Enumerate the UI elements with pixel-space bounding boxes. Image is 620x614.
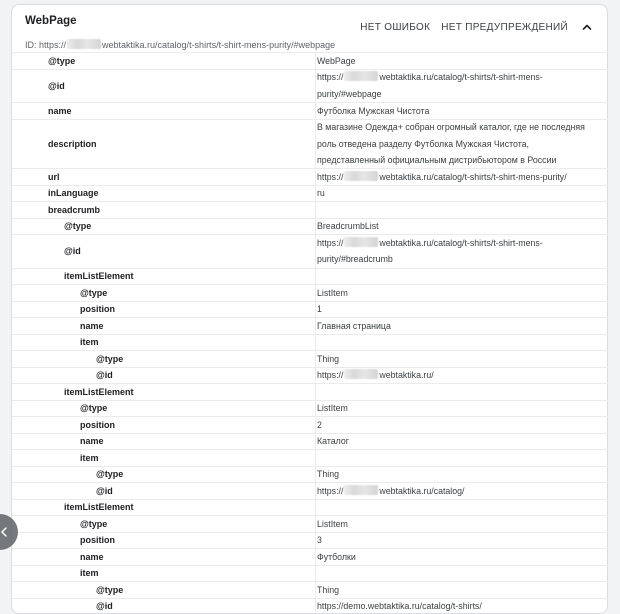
property-key: itemListElement: [12, 384, 315, 400]
url-scheme: https://: [317, 486, 343, 496]
url-scheme: https://: [317, 172, 343, 182]
value-text: BreadcrumbList: [317, 221, 379, 231]
value-text: 3: [317, 535, 322, 545]
property-key: @id: [12, 483, 315, 499]
url-scheme: https://: [317, 370, 343, 380]
property-key: @id: [12, 235, 315, 268]
value-line: [317, 235, 603, 251]
property-row: [12, 449, 609, 466]
property-row: [12, 102, 609, 119]
property-row: [12, 581, 609, 598]
property-value: [315, 53, 609, 69]
property-value: [315, 483, 609, 499]
value-line: [317, 185, 603, 201]
card-id: [25, 39, 335, 50]
property-value: [315, 368, 609, 384]
property-value: [315, 516, 609, 532]
property-row: [12, 284, 609, 301]
value-line: [317, 69, 603, 85]
value-text: https://demo.webtaktika.ru/catalog/t-shirts/: [317, 601, 482, 611]
property-value: [315, 335, 609, 351]
property-key: item: [12, 566, 315, 582]
property-row: [12, 234, 609, 268]
property-key: inLanguage: [12, 186, 315, 202]
property-row: [12, 416, 609, 433]
value-text: Thing: [317, 585, 339, 595]
property-row: [12, 119, 609, 169]
property-value: [315, 500, 609, 516]
property-key: description: [12, 120, 315, 169]
value-text: webtaktika.ru/catalog/t-shirts/t-shirt-mens-: [379, 72, 542, 82]
property-key: name: [12, 103, 315, 119]
value-line: [317, 152, 603, 168]
property-key: url: [12, 169, 315, 185]
redacted-domain: [344, 237, 378, 247]
property-value: [315, 318, 609, 334]
property-value: [315, 186, 609, 202]
property-key: @id: [12, 70, 315, 103]
property-value: [315, 384, 609, 400]
property-key: name: [12, 434, 315, 450]
property-key: @type: [12, 351, 315, 367]
value-text: webtaktika.ru/: [379, 370, 433, 380]
value-text: Каталог: [317, 436, 349, 446]
value-line: [317, 251, 603, 267]
property-value: [315, 401, 609, 417]
property-row: [12, 334, 609, 351]
property-row: [12, 201, 609, 218]
value-text: В магазине Одежда+ собран огромный каталог, где не последняя: [317, 122, 585, 132]
redacted-domain: [344, 71, 378, 81]
property-value: [315, 169, 609, 185]
property-key: position: [12, 533, 315, 549]
property-value: [315, 219, 609, 235]
property-key: itemListElement: [12, 500, 315, 516]
property-key: @type: [12, 53, 315, 69]
property-key: itemListElement: [12, 269, 315, 285]
property-key: @type: [12, 285, 315, 301]
value-text: Главная страница: [317, 321, 391, 331]
card-id-suffix: webtaktika.ru/catalog/t-shirts/t-shirt-mens-purity/#webpage: [102, 40, 335, 50]
property-row: [12, 499, 609, 516]
value-text: purity/#webpage: [317, 89, 382, 99]
redacted-domain: [67, 39, 101, 49]
redacted-domain: [344, 171, 378, 181]
value-text: Thing: [317, 469, 339, 479]
header-actions: [360, 19, 595, 35]
value-text: webtaktika.ru/catalog/t-shirts/t-shirt-mens-purity/: [379, 172, 566, 182]
property-row: [12, 548, 609, 565]
property-key: @id: [12, 599, 315, 614]
url-scheme: https://: [317, 72, 343, 82]
collapse-button[interactable]: [579, 19, 595, 35]
card-id-prefix: ID: https://: [25, 40, 66, 50]
property-key: @id: [12, 368, 315, 384]
property-row: [12, 52, 609, 69]
value-text: purity/#breadcrumb: [317, 254, 393, 264]
property-row: [12, 433, 609, 450]
value-line: [317, 351, 603, 367]
value-text: представленный официальным дистрибьютором в России: [317, 155, 556, 165]
property-row: [12, 268, 609, 285]
value-line: [317, 532, 603, 548]
property-row: [12, 598, 609, 614]
value-text: роль отведена разделу Футболка Мужская Чистота,: [317, 139, 529, 149]
property-row: [12, 168, 609, 185]
errors-status[interactable]: НЕТ ОШИБОК: [360, 22, 430, 33]
property-value: [315, 103, 609, 119]
property-value: [315, 235, 609, 268]
property-row: [12, 383, 609, 400]
property-key: @type: [12, 582, 315, 598]
property-value: [315, 302, 609, 318]
property-row: [12, 367, 609, 384]
value-line: [317, 218, 603, 234]
value-line: [317, 516, 603, 532]
property-value: [315, 533, 609, 549]
property-value: [315, 434, 609, 450]
value-line: [317, 417, 603, 433]
value-line: [317, 136, 603, 152]
property-value: [315, 450, 609, 466]
property-row: [12, 185, 609, 202]
card-header: [12, 5, 607, 52]
value-line: [317, 549, 603, 565]
property-row: [12, 69, 609, 103]
value-text: ru: [317, 188, 325, 198]
value-text: ListItem: [317, 288, 348, 298]
property-key: breadcrumb: [12, 202, 315, 218]
value-text: Футболка Мужская Чистота: [317, 106, 429, 116]
url-scheme: https://: [317, 238, 343, 248]
property-value: [315, 70, 609, 103]
properties-table: [12, 52, 609, 614]
property-value: [315, 549, 609, 565]
property-row: [12, 515, 609, 532]
property-key: @type: [12, 401, 315, 417]
property-key: position: [12, 302, 315, 318]
value-line: [317, 466, 603, 482]
property-row: [12, 350, 609, 367]
value-line: [317, 119, 603, 135]
value-text: Футболки: [317, 552, 356, 562]
value-line: [317, 483, 603, 499]
property-key: name: [12, 549, 315, 565]
value-text: ListItem: [317, 519, 348, 529]
property-row: [12, 317, 609, 334]
warnings-status[interactable]: НЕТ ПРЕДУПРЕЖДЕНИЙ: [441, 22, 568, 33]
property-row: [12, 466, 609, 483]
property-row: [12, 218, 609, 235]
redacted-domain: [344, 369, 378, 379]
value-line: [317, 285, 603, 301]
chevron-up-icon: [581, 21, 593, 33]
value-text: webtaktika.ru/catalog/t-shirts/t-shirt-mens-: [379, 238, 542, 248]
property-key: name: [12, 318, 315, 334]
property-value: [315, 417, 609, 433]
property-row: [12, 301, 609, 318]
property-key: @type: [12, 467, 315, 483]
value-line: [317, 301, 603, 317]
property-key: item: [12, 450, 315, 466]
property-value: [315, 202, 609, 218]
property-row: [12, 565, 609, 582]
property-row: [12, 400, 609, 417]
property-value: [315, 351, 609, 367]
chevron-left-icon: [0, 527, 8, 537]
property-key: @type: [12, 516, 315, 532]
redacted-domain: [344, 485, 378, 495]
property-value: [315, 582, 609, 598]
value-line: [317, 433, 603, 449]
value-line: [317, 169, 603, 185]
value-line: [317, 400, 603, 416]
property-value: [315, 467, 609, 483]
value-text: ListItem: [317, 403, 348, 413]
property-key: position: [12, 417, 315, 433]
value-line: [317, 86, 603, 102]
property-key: @type: [12, 219, 315, 235]
value-text: 2: [317, 420, 322, 430]
value-text: WebPage: [317, 56, 355, 66]
property-value: [315, 269, 609, 285]
value-line: [317, 103, 603, 119]
value-text: Thing: [317, 354, 339, 364]
value-line: [317, 582, 603, 598]
structured-data-card: [11, 4, 608, 614]
property-value: [315, 599, 609, 614]
value-text: 1: [317, 304, 322, 314]
value-line: [317, 598, 603, 614]
property-value: [315, 285, 609, 301]
property-row: [12, 532, 609, 549]
value-line: [317, 318, 603, 334]
value-line: [317, 53, 603, 69]
card-title: WebPage: [25, 15, 77, 27]
property-value: [315, 566, 609, 582]
value-line: [317, 367, 603, 383]
property-row: [12, 482, 609, 499]
value-text: webtaktika.ru/catalog/: [379, 486, 464, 496]
property-value: [315, 120, 609, 169]
property-key: item: [12, 335, 315, 351]
